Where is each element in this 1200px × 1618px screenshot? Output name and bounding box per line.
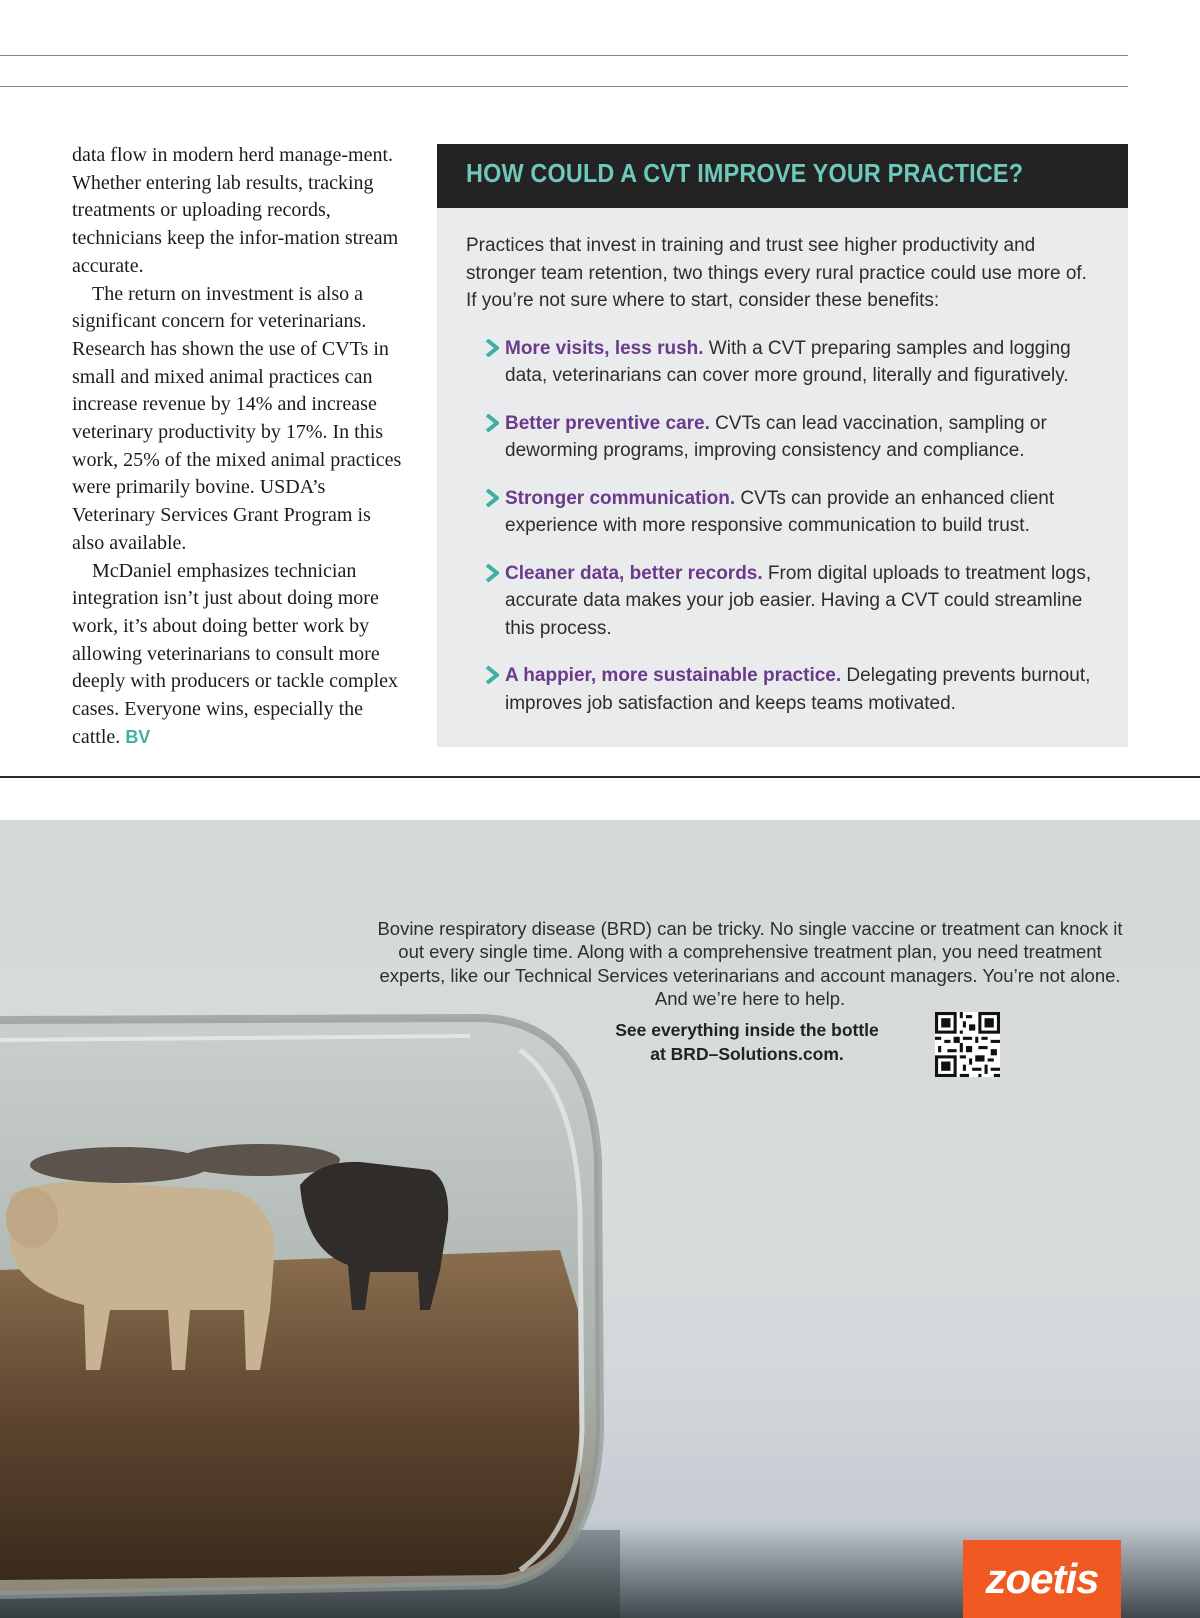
benefit-lead: A happier, more sustainable practice. <box>505 665 842 686</box>
qr-code-icon[interactable] <box>935 1012 1000 1077</box>
article-paragraph <box>72 558 402 752</box>
sidebar-box <box>437 144 1128 747</box>
chevron-right-icon <box>485 489 499 507</box>
ad-call-to-action <box>580 1018 914 1066</box>
list-item <box>485 410 1099 465</box>
benefit-text: CVTs can lead vaccination, sampling or deworming programs, improving consistency and compliance. <box>505 412 1047 461</box>
benefit-text: From digital uploads to treatment logs, accurate data makes your job easier. Having a CVT could streamline this process. <box>505 562 1092 639</box>
benefit-text: With a CVT preparing samples and logging data, veterinarians can cover more ground, literally and figuratively. <box>505 337 1071 386</box>
sidebar-header <box>437 144 1128 208</box>
chevron-right-icon <box>485 564 499 582</box>
benefit-text: CVTs can provide an enhanced client experience with more responsive communication to build trust. <box>505 487 1055 536</box>
list-item <box>485 662 1099 717</box>
benefit-list <box>485 335 1099 718</box>
article-paragraph-text: McDaniel emphasizes technician integration isn’t just about doing more work, it’s about doing better work by allowing veterinarians to consult more deeply with producers or tackle complex cases. Everyone wins, especially the cattle. <box>72 559 398 748</box>
header-rule-bottom <box>0 86 1128 87</box>
benefit-lead: Better preventive care. <box>505 412 710 434</box>
list-item <box>485 485 1099 540</box>
article-column <box>72 142 402 751</box>
list-item <box>485 335 1099 390</box>
list-item <box>485 560 1099 643</box>
zoetis-logo <box>963 1540 1121 1618</box>
logo-wordmark: zoetis <box>985 1555 1099 1602</box>
chevron-right-icon <box>485 339 499 357</box>
benefit-lead: Cleaner data, better records. <box>505 562 763 584</box>
ad-cta-line: at BRD–Solutions.com. <box>650 1044 844 1064</box>
benefit-lead: More visits, less rush. <box>505 337 704 359</box>
advertisement <box>0 820 1200 1618</box>
article-paragraph: data flow in modern herd manage-ment. Whether entering lab results, tracking treatments or uploading records, technicians keep the infor-mation stream accurate. <box>72 144 399 277</box>
benefit-lead: Stronger communication. <box>505 487 736 509</box>
bottle-with-cattle-image <box>0 1010 620 1618</box>
header-rule-top <box>0 55 1128 56</box>
article-paragraph: The return on investment is also a significant concern for veterinarians. Research has shown the use of CVTs in small and mixed animal practices can increase revenue by 14% and increase veterinary productivity by 17%. In this work, 25% of the mixed animal practices were primarily bovine. USDA’s Veterinary Services Grant Program is also available. <box>72 282 402 554</box>
sidebar-title: HOW COULD A CVT IMPROVE YOUR PRACTICE? <box>466 158 1024 188</box>
chevron-right-icon <box>485 666 499 684</box>
chevron-right-icon <box>485 414 499 432</box>
sidebar-intro: Practices that invest in training and trust see higher productivity and stronger team retention, two things every rural practice could use more of. If you’re not sure where to start, consider these benefits: <box>466 235 1087 311</box>
benefit-text: Delegating prevents burnout, improves job satisfaction and keeps teams motivated. <box>505 665 1091 714</box>
ad-body-copy: Bovine respiratory disease (BRD) can be tricky. No single vaccine or treatment can knock it out every single time. Along with a comprehensive treatment plan, you need treatment experts, like our Technical Services veterinarians and account managers. You’re not alone. And we’re here to help. <box>377 917 1123 1009</box>
end-mark: BV <box>125 726 151 747</box>
section-divider <box>0 776 1200 778</box>
ad-cta-line: See everything inside the bottle <box>615 1020 879 1040</box>
